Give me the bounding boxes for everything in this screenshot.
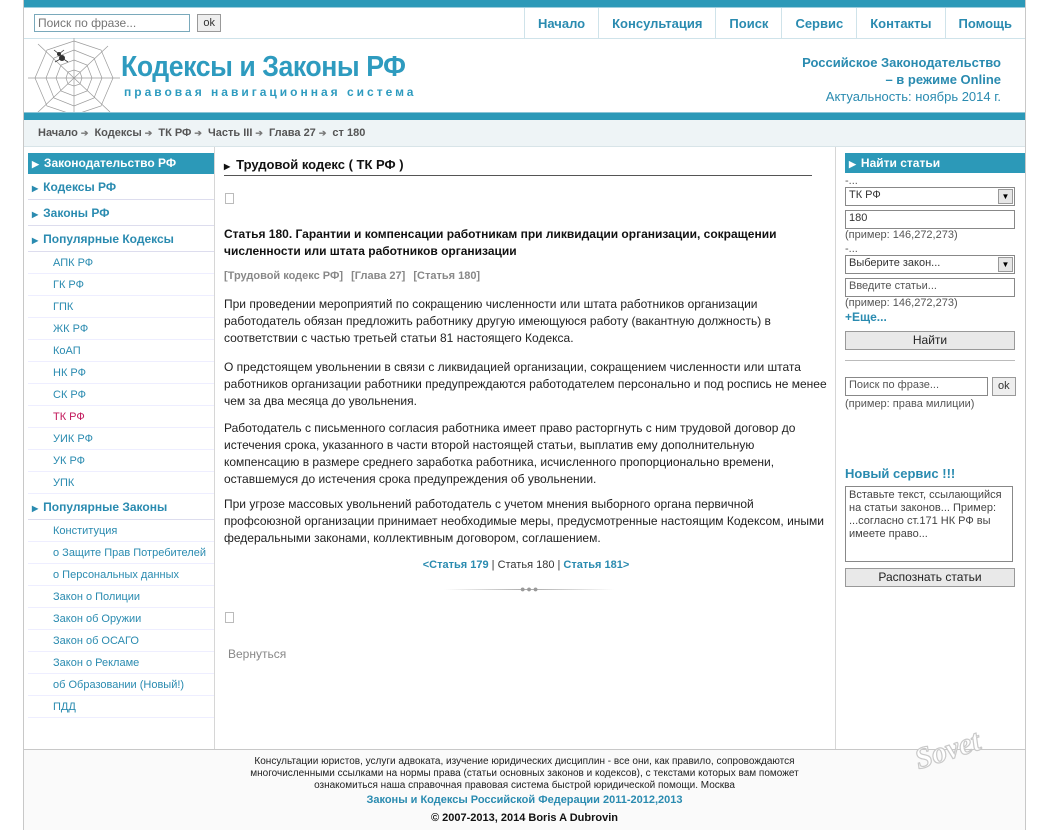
- nav-service[interactable]: Сервис: [781, 8, 856, 39]
- header-band: [24, 112, 1025, 120]
- law-select[interactable]: [845, 255, 1015, 274]
- article-heading: Статья 180. Гарантии и компенсации работникам при ликвидации организации, сокращении численности или штата работников организации: [224, 227, 777, 258]
- article-link-article[interactable]: [Статья 180]: [413, 270, 481, 282]
- breadcrumb-arrow-icon: ➔: [80, 128, 89, 138]
- sidebar-item-osago[interactable]: Закон об ОСАГО: [28, 630, 214, 652]
- article-link-chapter[interactable]: [Глава 27]: [351, 270, 406, 282]
- find-articles-header: [845, 153, 1025, 173]
- breadcrumb-arrow-icon: ➔: [194, 128, 202, 138]
- triangle-right-icon: ▶: [32, 159, 39, 169]
- sidebar-cat-label: Популярные Законы: [43, 500, 168, 514]
- article-pagination: [224, 559, 828, 571]
- top-nav: [524, 8, 1025, 39]
- find-button[interactable]: Найти: [845, 331, 1015, 350]
- header-info-line1: Российское Законодательство: [802, 55, 1001, 70]
- site-title[interactable]: Кодексы и Законы РФ: [121, 51, 406, 83]
- law-article-example-hint: (пример: 146,272,273): [845, 297, 958, 309]
- sidebar-item-advertising[interactable]: Закон о Рекламе: [28, 652, 214, 674]
- breadcrumb-arrow-icon: ➔: [318, 128, 327, 138]
- article-number-input[interactable]: [845, 210, 1015, 229]
- sidebar-cat-popular-codes[interactable]: [28, 226, 214, 252]
- page-title-label: Трудовой кодекс ( ТК РФ ): [236, 157, 404, 172]
- sidebar-item-koap[interactable]: КоАП: [28, 340, 214, 362]
- law-select-value: Выберите закон...: [849, 257, 941, 269]
- sidebar-item-weapons[interactable]: Закон об Оружии: [28, 608, 214, 630]
- breadcrumb-item[interactable]: ТК РФ: [158, 127, 192, 139]
- stamp-text: Sovet: [910, 724, 985, 777]
- nav-home[interactable]: Начало: [524, 8, 598, 39]
- phrase-search: [845, 377, 1025, 396]
- sidebar-item-sk[interactable]: СК РФ: [28, 384, 214, 406]
- footer: [24, 749, 1025, 830]
- site-subtitle: правовая навигационная система: [124, 85, 417, 99]
- print-icon[interactable]: [225, 193, 234, 204]
- sidebar-cat-label: Кодексы РФ: [43, 180, 117, 194]
- breadcrumb-arrow-icon: ➔: [144, 128, 153, 138]
- sidebar-cat-label: Популярные Кодексы: [43, 232, 174, 246]
- pagination-sep: |: [557, 559, 561, 571]
- more-link[interactable]: +Еще...: [845, 310, 887, 324]
- sidebar-item-apk[interactable]: АПК РФ: [28, 252, 214, 274]
- next-article-link[interactable]: Статья 181>: [563, 559, 630, 571]
- sidebar-item-uk[interactable]: УК РФ: [28, 450, 214, 472]
- spider-web-logo-icon[interactable]: [28, 38, 120, 118]
- sidebar-cat-codes[interactable]: [28, 174, 214, 200]
- article-recognition-textarea[interactable]: [845, 486, 1013, 562]
- recognize-articles-button[interactable]: Распознать статьи: [845, 568, 1015, 587]
- sidebar-cat-popular-laws[interactable]: [28, 494, 214, 520]
- nav-consultation[interactable]: Консультация: [598, 8, 715, 39]
- phrase-search-input[interactable]: [845, 377, 988, 396]
- site-header: [24, 40, 1025, 115]
- chevron-down-icon[interactable]: ▼: [998, 257, 1013, 272]
- code-select-value: ТК РФ: [849, 189, 881, 201]
- phrase-example-hint: (пример: права милиции): [845, 398, 975, 410]
- code-select-caption: -...: [845, 175, 858, 187]
- textarea-text: Вставьте текст, ссылающийся на статьи законов... Пример: ...согласно ст.171 НК РФ вы имеете право...: [849, 489, 1002, 540]
- column-divider: [214, 147, 215, 749]
- header-info-line3: Актуальность: ноябрь 2014 г.: [825, 89, 1001, 104]
- nav-search[interactable]: Поиск: [715, 8, 781, 39]
- breadcrumb-bar: [24, 120, 1025, 147]
- header-info-line2: – в режиме Online: [885, 72, 1001, 87]
- sidebar-header-label: Законодательство РФ: [43, 156, 177, 170]
- triangle-right-icon: ▶: [849, 159, 856, 169]
- sovet-watermark-logo: [905, 705, 1005, 785]
- sidebar-item-consumer-rights[interactable]: о Защите Прав Потребителей: [28, 542, 214, 564]
- article-number-value: 180: [849, 212, 868, 224]
- top-search-ok-button[interactable]: ok: [197, 14, 221, 32]
- sidebar-item-uik[interactable]: УИК РФ: [28, 428, 214, 450]
- sidebar-cat-label: Законы РФ: [43, 206, 110, 220]
- new-service-title: Новый сервис !!!: [845, 466, 956, 481]
- triangle-right-icon: ▶: [32, 210, 39, 219]
- top-search: [34, 14, 221, 32]
- phrase-search-placeholder: Поиск по фразе...: [849, 379, 940, 391]
- top-stripe: [24, 0, 1025, 8]
- law-select-caption: -...: [845, 243, 858, 255]
- top-bar: [24, 8, 1025, 39]
- article-paragraph: При проведении мероприятий по сокращению численности или штата работников организации работодатель обязан предложить работнику другую имеющуюся работу (вакантную должность) в соответствии с частью третьей статьи 81 настоящего Кодекса.: [224, 297, 771, 345]
- article-paragraph: При угрозе массовых увольнений работодатель с учетом мнения выборного органа первичной профсоюзной организации принимает необходимые меры, предусмотренные настоящим Кодексом, иными федеральными законами, коллективным договором, соглашением.: [224, 497, 824, 545]
- sidebar-item-pdd[interactable]: ПДД: [28, 696, 214, 718]
- footer-link[interactable]: Законы и Кодексы Российской Федерации 2011-2012,2013: [366, 794, 683, 806]
- sidebar-item-gk[interactable]: ГК РФ: [28, 274, 214, 296]
- article-example-hint: (пример: 146,272,273): [845, 229, 958, 241]
- prev-article-link[interactable]: <Статья 179: [422, 559, 489, 571]
- right-divider: [845, 360, 1015, 361]
- triangle-right-icon: ▶: [224, 162, 231, 171]
- page: [23, 0, 1026, 830]
- sidebar-item-gpk[interactable]: ГПК: [28, 296, 214, 318]
- law-article-placeholder: Введите статьи...: [849, 280, 937, 292]
- triangle-right-icon: ▶: [32, 236, 39, 245]
- sidebar-item-upk[interactable]: УПК: [28, 472, 214, 494]
- sidebar-item-zhk[interactable]: ЖК РФ: [28, 318, 214, 340]
- divider-dots-icon: ●●●: [520, 584, 540, 594]
- breadcrumb-item[interactable]: Часть III: [208, 127, 253, 139]
- breadcrumb: [38, 127, 365, 139]
- current-article: Статья 180: [497, 559, 555, 571]
- main-content: [224, 153, 827, 661]
- sidebar-item-police[interactable]: Закон о Полиции: [28, 586, 214, 608]
- triangle-right-icon: ▶: [32, 184, 39, 193]
- sidebar-item-personal-data[interactable]: о Персональных данных: [28, 564, 214, 586]
- chevron-down-icon[interactable]: ▼: [998, 189, 1013, 204]
- breadcrumb-item[interactable]: Кодексы: [94, 127, 142, 139]
- breadcrumb-item[interactable]: Глава 27: [268, 127, 316, 139]
- top-search-input[interactable]: [34, 14, 190, 32]
- nav-contacts[interactable]: Контакты: [856, 8, 944, 39]
- article-link-code[interactable]: [Трудовой кодекс РФ]: [224, 270, 344, 282]
- breadcrumb-item-current: ст 180: [332, 127, 366, 139]
- breadcrumb-arrow-icon: ➔: [255, 128, 263, 138]
- sidebar-header[interactable]: [28, 153, 214, 174]
- article-links: [224, 270, 485, 282]
- code-select[interactable]: [845, 187, 1015, 206]
- article-paragraph: О предстоящем увольнении в связи с ликвидацией организации, сокращением численности или штата работников организации работники предупреждаются работодателем персонально и под роспись не менее чем за два месяца до увольнения.: [224, 360, 827, 408]
- page-title: [224, 153, 812, 176]
- sidebar-item-nk[interactable]: НК РФ: [28, 362, 214, 384]
- find-articles-label: Найти статьи: [860, 156, 941, 170]
- phrase-search-ok-button[interactable]: ok: [992, 377, 1016, 396]
- right-sidebar: [845, 153, 1025, 587]
- law-article-input[interactable]: [845, 278, 1015, 297]
- sidebar-cat-laws[interactable]: [28, 200, 214, 226]
- sidebar-item-education[interactable]: об Образовании (Новый!): [28, 674, 214, 696]
- header-info: [802, 54, 1001, 105]
- article-paragraph: Работодатель с письменного согласия работника имеет право расторгнуть с ним трудовой договор до истечения срока, указанного в части второй настоящей статьи, выплатив ему дополнительную компенсацию в размере среднего заработка работника, исчисленного пропорционально времени, оставшемуся до истечения срока предупреждения об увольнении.: [224, 421, 796, 486]
- sidebar-item-tk[interactable]: ТК РФ: [28, 406, 214, 428]
- print-icon[interactable]: [225, 612, 234, 623]
- nav-help[interactable]: Помощь: [945, 8, 1025, 39]
- sidebar-item-constitution[interactable]: Конституция: [28, 520, 214, 542]
- column-divider: [835, 147, 836, 749]
- footer-copyright: © 2007-2013, 2014 Boris A Dubrovin: [430, 812, 619, 824]
- back-link[interactable]: Вернуться: [228, 647, 287, 661]
- left-sidebar: [28, 153, 214, 718]
- pagination-sep: |: [491, 559, 495, 571]
- footer-text: Консультации юристов, услуги адвоката, изучение юридических дисциплин - все они, как правило, сопровождаются многочисленными ссылками на нормы права (статьи основных законов и кодексов), с текстами которых вам поможет ознакомиться наша справочная правовая система быстрой юридической помощи. Москва: [250, 756, 799, 791]
- triangle-right-icon: ▶: [32, 504, 39, 513]
- breadcrumb-item[interactable]: Начало: [38, 127, 78, 139]
